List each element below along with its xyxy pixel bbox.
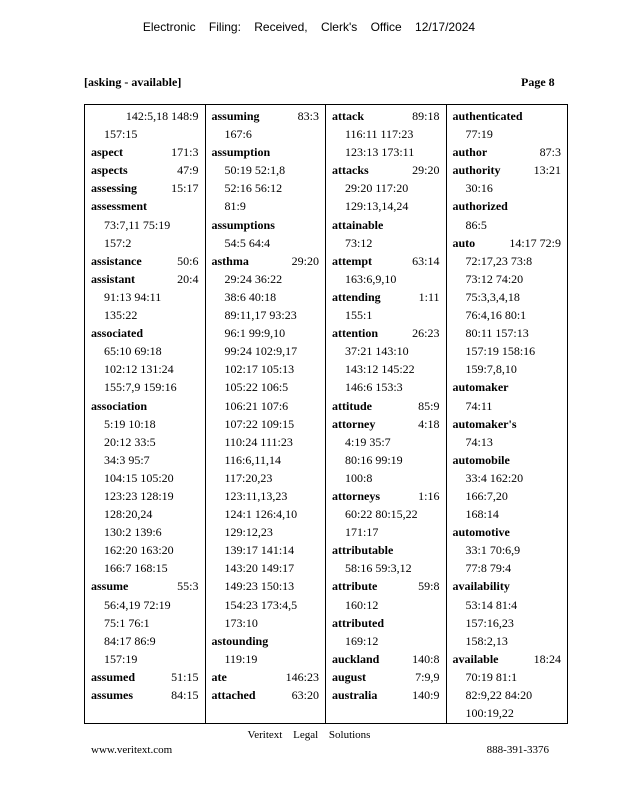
- index-ref-line: 96:1 99:9,10: [224, 326, 286, 341]
- index-entry: [453, 451, 562, 469]
- index-term: assessment: [91, 199, 147, 214]
- index-ref-line: 160:12: [345, 597, 379, 612]
- index-entry: [332, 288, 440, 306]
- index-ref-line: 73:12 74:20: [465, 271, 524, 286]
- index-entry: [332, 650, 440, 668]
- index-ref-line: 110:24 111:23: [224, 434, 293, 449]
- index-ref-line: 149:23 150:13: [224, 579, 295, 594]
- index-entry: [332, 324, 440, 342]
- index-ref-line: 70:19 81:1: [465, 669, 518, 684]
- index-ref-line: 76:4,16 80:1: [465, 308, 527, 323]
- index-ref-line: 157:15: [104, 127, 138, 142]
- index-term: automobile: [452, 452, 510, 467]
- index-ref-line: 159:7,8,10: [465, 362, 517, 377]
- index-ref-line: 52:16 56:12: [224, 181, 283, 196]
- index-entry: [453, 161, 562, 179]
- index-ref-line: 157:2: [104, 235, 132, 250]
- index-term: automaker's: [452, 416, 517, 431]
- index-entry: [332, 577, 440, 595]
- index-ref-line: 123:23 128:19: [104, 488, 174, 503]
- index-entry: [91, 179, 199, 197]
- index-ref: 140:9: [412, 688, 440, 702]
- index-ref-line: 84:17 86:9: [104, 633, 156, 648]
- index-ref-line: 73:12: [345, 235, 373, 250]
- index-ref-line: 166:7,20: [465, 488, 508, 503]
- index-term: aspects: [91, 163, 128, 178]
- index-term: assumptions: [211, 217, 275, 232]
- index-ref-line: 143:12 145:22: [345, 362, 415, 377]
- index-ref-line: 157:19: [104, 651, 138, 666]
- index-ref-line: 60:22 80:15,22: [345, 507, 418, 522]
- index-entry: [453, 378, 562, 396]
- index-term: attribute: [332, 579, 378, 594]
- filing-stamp: Electronic Filing: Received, Clerk's Office 12/17/2024: [142, 20, 476, 34]
- index-ref-line: 58:16 59:3,12: [345, 561, 412, 576]
- index-term: availability: [452, 579, 510, 594]
- index-term: attorneys: [332, 488, 380, 503]
- index-ref: 83:3: [297, 109, 319, 123]
- index-entry: [453, 650, 562, 668]
- index-ref: 1:11: [418, 289, 440, 304]
- index-ref-line: 33:1 70:6,9: [465, 543, 521, 558]
- index-ref-line: 75:1 76:1: [104, 615, 150, 630]
- index-entry: [212, 686, 320, 704]
- index-column: [206, 105, 327, 723]
- index-ref-line: 158:2,13: [465, 633, 508, 648]
- index-ref-line: 117:20,23: [224, 470, 273, 485]
- index-term: attached: [211, 688, 256, 702]
- index-ref-line: 86:5: [465, 217, 487, 232]
- index-ref-line: 173:10: [224, 615, 258, 630]
- index-entry: [453, 143, 562, 161]
- index-entry: [91, 143, 199, 161]
- index-ref-line: 129:12,23: [224, 525, 273, 540]
- index-entry: [453, 107, 562, 125]
- index-term: attending: [332, 289, 381, 304]
- index-ref-line: 124:1 126:4,10: [224, 507, 298, 522]
- index-term: auckland: [332, 651, 380, 666]
- word-index-table: [84, 104, 568, 724]
- index-term: august: [332, 669, 367, 684]
- index-ref: 1:16: [418, 488, 440, 503]
- index-ref-line: 80:16 99:19: [345, 452, 403, 467]
- index-ref-line: 33:4 162:20: [465, 470, 524, 485]
- index-entry: [91, 252, 199, 270]
- index-entry: [332, 614, 440, 632]
- index-ref: 47:9: [177, 163, 199, 178]
- index-entry: [453, 234, 562, 252]
- index-ref-line: 167:6: [224, 127, 252, 142]
- index-term: assumption: [211, 145, 271, 160]
- index-ref-line: 106:21 107:6: [224, 398, 289, 413]
- index-ref-line: 146:6 153:3: [345, 380, 403, 395]
- index-ref: 20:4: [177, 271, 199, 286]
- index-ref-line: 135:22: [104, 308, 138, 323]
- index-ref: 89:18: [412, 109, 440, 123]
- index-term: assuming: [211, 109, 260, 123]
- index-ref-line: 157:19 158:16: [465, 344, 536, 359]
- index-ref: 84:15: [171, 688, 199, 702]
- index-term: authenticated: [452, 109, 523, 123]
- index-entry: [332, 107, 440, 125]
- index-term: attacks: [332, 163, 369, 178]
- index-term: authority: [452, 163, 501, 178]
- index-ref-line: 123:11,13,23: [224, 488, 288, 503]
- index-ref: 85:9: [418, 398, 440, 413]
- index-ref: 13:21: [533, 163, 561, 178]
- footer-phone: 888-391-3376: [486, 744, 549, 756]
- index-entry: [212, 107, 320, 125]
- index-ref-line: 162:20 163:20: [104, 543, 174, 558]
- index-ref: 15:17: [171, 181, 199, 196]
- index-ref-line: 169:12: [345, 633, 379, 648]
- index-term: attack: [332, 109, 364, 123]
- index-term: attainable: [332, 217, 384, 232]
- index-ref-line: 72:17,23 73:8: [465, 253, 533, 268]
- index-ref-line: 116:11 117:23: [345, 127, 414, 142]
- index-entry: [212, 216, 320, 234]
- index-ref-line: 130:2 139:6: [104, 525, 162, 540]
- index-ref-line: 38:6 40:18: [224, 289, 277, 304]
- index-ref: 29:20: [291, 253, 319, 268]
- index-ref: 63:20: [291, 688, 319, 702]
- index-entry: [91, 107, 199, 125]
- index-ref: 14:17 72:9: [509, 235, 561, 250]
- index-ref-line: 105:22 106:5: [224, 380, 289, 395]
- index-ref-line: 166:7 168:15: [104, 561, 168, 576]
- index-ref-line: 91:13 94:11: [104, 289, 162, 304]
- page-number: Page 8: [521, 75, 555, 89]
- index-term: author: [452, 145, 488, 160]
- index-entry: [332, 216, 440, 234]
- index-entry: [453, 415, 562, 433]
- index-term: associated: [91, 326, 143, 341]
- index-term: association: [91, 398, 148, 413]
- index-term: ate: [211, 669, 227, 684]
- index-ref-line: 73:7,11 75:19: [104, 217, 171, 232]
- index-ref-line: 50:19 52:1,8: [224, 163, 286, 178]
- index-range: [asking - available]: [84, 75, 182, 89]
- index-ref-line: 80:11 157:13: [465, 326, 529, 341]
- index-ref-line: 77:8 79:4: [465, 561, 512, 576]
- index-ref-line: 168:14: [465, 507, 499, 522]
- index-term: attributable: [332, 543, 394, 558]
- index-ref: 26:23: [412, 326, 440, 341]
- index-ref-line: 37:21 143:10: [345, 344, 409, 359]
- index-ref-line: 4:19 35:7: [345, 434, 391, 449]
- index-ref: 7:9,9: [415, 669, 440, 684]
- index-ref-line: 102:17 105:13: [224, 362, 295, 377]
- index-entry: [332, 397, 440, 415]
- index-ref: 18:24: [533, 651, 561, 666]
- index-term: attributed: [332, 615, 384, 630]
- index-term: attorney: [332, 416, 376, 431]
- index-entry: [212, 632, 320, 650]
- index-ref: 142:5,18 148:9: [125, 109, 199, 123]
- index-ref-line: 56:4,19 72:19: [104, 597, 171, 612]
- index-entry: [91, 668, 199, 686]
- index-ref-line: 102:12 131:24: [104, 362, 174, 377]
- index-ref-line: 34:3 95:7: [104, 452, 150, 467]
- index-ref-line: 171:17: [345, 525, 379, 540]
- index-term: attention: [332, 326, 378, 341]
- footer-company: Veritext Legal Solutions: [247, 729, 371, 741]
- index-ref-line: 20:12 33:5: [104, 434, 156, 449]
- index-entry: [332, 487, 440, 505]
- index-ref: 63:14: [412, 253, 440, 268]
- index-ref-line: 155:7,9 159:16: [104, 380, 177, 395]
- index-term: attitude: [332, 398, 372, 413]
- index-ref-line: 81:9: [224, 199, 246, 214]
- index-ref-line: 163:6,9,10: [345, 271, 397, 286]
- index-entry: [332, 415, 440, 433]
- index-entry: [91, 577, 199, 595]
- index-ref: 4:18: [418, 416, 440, 431]
- index-ref-line: 30:16: [465, 181, 493, 196]
- index-ref: 51:15: [171, 669, 199, 684]
- index-entry: [453, 577, 562, 595]
- index-entry: [91, 686, 199, 704]
- index-term: assistance: [91, 253, 142, 268]
- index-ref-line: 119:19: [224, 651, 258, 666]
- index-ref-line: 116:6,11,14: [224, 452, 281, 467]
- index-ref-line: 74:13: [465, 434, 493, 449]
- index-term: assume: [91, 579, 129, 594]
- index-ref-line: 54:5 64:4: [224, 235, 271, 250]
- index-term: automaker: [452, 380, 509, 395]
- index-term: assistant: [91, 271, 136, 286]
- index-entry: [332, 541, 440, 559]
- index-term: attempt: [332, 253, 372, 268]
- index-ref-line: 128:20,24: [104, 507, 153, 522]
- index-ref-line: 5:19 10:18: [104, 416, 156, 431]
- index-term: astounding: [211, 633, 269, 648]
- index-ref-line: 143:20 149:17: [224, 561, 295, 576]
- index-ref: 171:3: [171, 145, 199, 160]
- index-term: authorized: [452, 199, 508, 214]
- index-column: [85, 105, 206, 723]
- index-ref-line: 100:19,22: [465, 706, 514, 721]
- index-ref-line: 104:15 105:20: [104, 470, 174, 485]
- index-entry: [332, 686, 440, 704]
- index-term: available: [452, 651, 499, 666]
- index-ref-line: 65:10 69:18: [104, 344, 162, 359]
- index-entry: [332, 252, 440, 270]
- index-term: assumes: [91, 688, 134, 702]
- index-entry: [91, 397, 199, 415]
- index-ref-line: 155:1: [345, 308, 373, 323]
- index-term: australia: [332, 688, 378, 702]
- index-ref-line: 139:17 141:14: [224, 543, 295, 558]
- index-entry: [91, 324, 199, 342]
- index-entry: [453, 523, 562, 541]
- index-ref-line: 107:22 109:15: [224, 416, 295, 431]
- index-entry: [212, 252, 320, 270]
- index-ref: 29:20: [412, 163, 440, 178]
- index-ref-line: 77:19: [465, 127, 493, 142]
- index-term: automotive: [452, 525, 510, 540]
- index-ref-line: 99:24 102:9,17: [224, 344, 298, 359]
- index-column: [447, 105, 568, 723]
- index-entry: [332, 668, 440, 686]
- index-ref: 50:6: [177, 253, 199, 268]
- index-ref-line: 29:20 117:20: [345, 181, 409, 196]
- index-entry: [91, 161, 199, 179]
- index-term: assumed: [91, 669, 136, 684]
- index-ref-line: 129:13,14,24: [345, 199, 409, 214]
- index-ref-line: 53:14 81:4: [465, 597, 518, 612]
- index-term: aspect: [91, 145, 123, 160]
- index-ref-line: 100:8: [345, 470, 373, 485]
- index-entry: [332, 161, 440, 179]
- index-ref-line: 75:3,3,4,18: [465, 289, 520, 304]
- index-entry: [91, 270, 199, 288]
- index-term: assessing: [91, 181, 138, 196]
- index-term: auto: [452, 235, 476, 250]
- index-ref-line: 89:11,17 93:23: [224, 308, 297, 323]
- index-entry: [212, 143, 320, 161]
- index-ref: 59:8: [418, 579, 440, 594]
- index-column: [326, 105, 447, 723]
- index-ref-line: 123:13 173:11: [345, 145, 415, 160]
- footer-website[interactable]: www.veritext.com: [91, 744, 173, 756]
- index-ref-line: 74:11: [465, 398, 493, 413]
- index-entry: [91, 197, 199, 215]
- index-ref-line: 29:24 36:22: [224, 271, 283, 286]
- index-entry: [453, 197, 562, 215]
- index-ref: 146:23: [285, 669, 319, 684]
- index-ref-line: 82:9,22 84:20: [465, 688, 533, 702]
- index-ref: 140:8: [412, 651, 440, 666]
- index-term: asthma: [211, 253, 249, 268]
- index-ref: 55:3: [177, 579, 199, 594]
- index-ref-line: 157:16,23: [465, 615, 514, 630]
- index-ref-line: 154:23 173:4,5: [224, 597, 298, 612]
- index-ref: 87:3: [539, 145, 561, 160]
- index-entry: [212, 668, 320, 686]
